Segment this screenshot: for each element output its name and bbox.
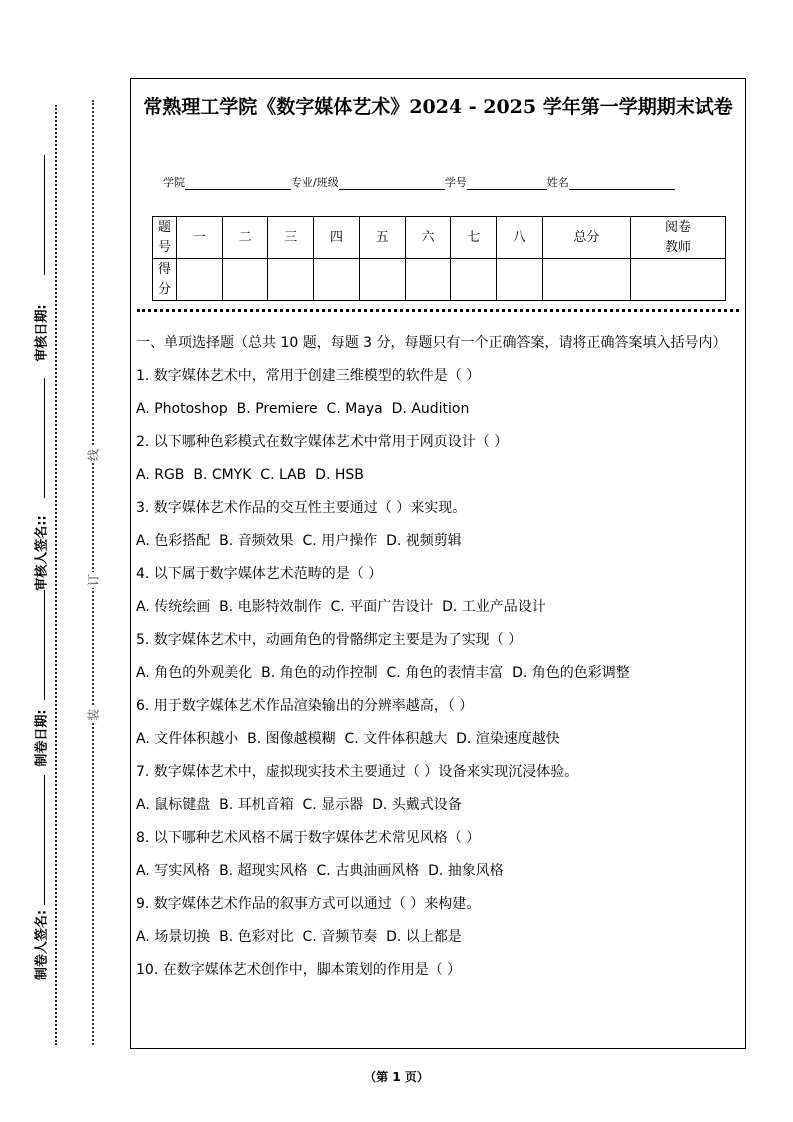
question-text: 1. 数字媒体艺术中，常用于创建三维模型的软件是（ ） bbox=[136, 368, 481, 384]
review-date-label: 审核日期: bbox=[34, 304, 50, 362]
college-field[interactable] bbox=[185, 176, 291, 190]
question-options: A. 场景切换 B. 色彩对比 C. 音频节奏 D. 以上都是 bbox=[136, 929, 462, 945]
question-text: 8. 以下哪种艺术风格不属于数字媒体艺术常见风格（ ） bbox=[136, 830, 481, 846]
score-cell[interactable] bbox=[359, 259, 405, 301]
question-number-label: 题号 bbox=[153, 217, 177, 259]
review-date-underline bbox=[44, 155, 45, 275]
maker-signature-underline bbox=[44, 775, 45, 905]
question-options: A. 文件体积越小 B. 图像越模糊 C. 文件体积越大 D. 渲染速度越快 bbox=[136, 731, 560, 747]
column-header: 五 bbox=[359, 217, 405, 259]
column-header: 八 bbox=[497, 217, 543, 259]
exam-page-frame bbox=[130, 78, 746, 1049]
bind-mark-line: 线 bbox=[86, 448, 101, 462]
question-options: A. 写实风格 B. 超现实风格 C. 古典油画风格 D. 抽象风格 bbox=[136, 863, 504, 879]
column-header: 三 bbox=[268, 217, 314, 259]
column-header: 六 bbox=[405, 217, 451, 259]
question-text: 9. 数字媒体艺术作品的叙事方式可以通过（ ）来构建。 bbox=[136, 896, 481, 912]
score-label: 得分 bbox=[153, 259, 177, 301]
column-header: 四 bbox=[314, 217, 360, 259]
score-table bbox=[152, 216, 726, 301]
question-text: 7. 数字媒体艺术中，虚拟现实技术主要通过（ ）设备来实现沉浸体验。 bbox=[136, 764, 579, 780]
question-options: A. 鼠标键盘 B. 耳机音箱 C. 显示器 D. 头戴式设备 bbox=[136, 797, 462, 813]
question-options: A. 角色的外观美化 B. 角色的动作控制 C. 角色的表情丰富 D. 角色的色彩调整 bbox=[136, 665, 630, 681]
column-header: 二 bbox=[222, 217, 268, 259]
section-heading: 一、单项选择题（总共 10 题，每题 3 分，每题只有一个正确答案，请将正确答案填入括号内） bbox=[136, 335, 727, 351]
score-cell[interactable] bbox=[405, 259, 451, 301]
name-label: 姓名 bbox=[546, 176, 569, 189]
score-cell[interactable] bbox=[451, 259, 497, 301]
question-text: 6. 用于数字媒体艺术作品渲染输出的分辨率越高，（ ） bbox=[136, 698, 474, 714]
score-table-score-row bbox=[153, 259, 726, 301]
bind-mark-bind: 装 bbox=[86, 708, 101, 722]
column-header: 总分 bbox=[542, 217, 630, 259]
score-cell[interactable] bbox=[268, 259, 314, 301]
question-text: 3. 数字媒体艺术作品的交互性主要通过（ ）来实现。 bbox=[136, 500, 467, 516]
score-cell[interactable] bbox=[497, 259, 543, 301]
score-cell[interactable] bbox=[542, 259, 630, 301]
column-header: 阅卷教师 bbox=[631, 217, 726, 259]
question-options: A. 色彩搭配 B. 音频效果 C. 用户操作 D. 视频剪辑 bbox=[136, 533, 462, 549]
question-text: 5. 数字媒体艺术中，动画角色的骨骼绑定主要是为了实现（ ） bbox=[136, 632, 523, 648]
student-id-label: 学号 bbox=[444, 176, 467, 189]
score-cell[interactable] bbox=[177, 259, 223, 301]
reviewer-signature-label: 审核人签名:: bbox=[34, 515, 50, 591]
column-header: 一 bbox=[177, 217, 223, 259]
student-info-row bbox=[163, 174, 675, 190]
score-cell[interactable] bbox=[314, 259, 360, 301]
question-options: A. RGB B. CMYK C. LAB D. HSB bbox=[136, 467, 364, 483]
exam-title: 常熟理工学院《数字媒体艺术》2024 - 2025 学年第一学期期末试卷 bbox=[143, 96, 733, 118]
score-table-header-row bbox=[153, 217, 726, 259]
question-options: A. 传统绘画 B. 电影特效制作 C. 平面广告设计 D. 工业产品设计 bbox=[136, 599, 546, 615]
score-cell[interactable] bbox=[222, 259, 268, 301]
section-single-choice bbox=[136, 332, 741, 992]
bind-mark-staple: 订 bbox=[86, 573, 101, 587]
major-class-label: 专业/班级 bbox=[291, 176, 339, 189]
question-text: 2. 以下哪种色彩模式在数字媒体艺术中常用于网页设计（ ） bbox=[136, 434, 509, 450]
column-header: 七 bbox=[451, 217, 497, 259]
dotted-separator bbox=[137, 309, 739, 312]
student-id-field[interactable] bbox=[467, 176, 547, 190]
name-field[interactable] bbox=[569, 176, 675, 190]
seal-dotted-line-outer bbox=[55, 105, 57, 1045]
reviewer-signature-underline bbox=[44, 378, 45, 498]
exam-date-underline bbox=[44, 590, 45, 700]
question-text: 10. 在数字媒体艺术创作中，脚本策划的作用是（ ） bbox=[136, 962, 462, 978]
page-number: （第 1 页） bbox=[364, 1070, 429, 1084]
maker-signature-label: 制卷人签名: bbox=[34, 909, 50, 981]
major-class-field[interactable] bbox=[339, 176, 445, 190]
question-options: A. Photoshop B. Premiere C. Maya D. Audition bbox=[136, 401, 470, 417]
exam-date-label: 制卷日期: bbox=[34, 709, 50, 767]
score-cell[interactable] bbox=[631, 259, 726, 301]
question-text: 4. 以下属于数字媒体艺术范畴的是（ ） bbox=[136, 566, 383, 582]
college-label: 学院 bbox=[163, 176, 185, 189]
